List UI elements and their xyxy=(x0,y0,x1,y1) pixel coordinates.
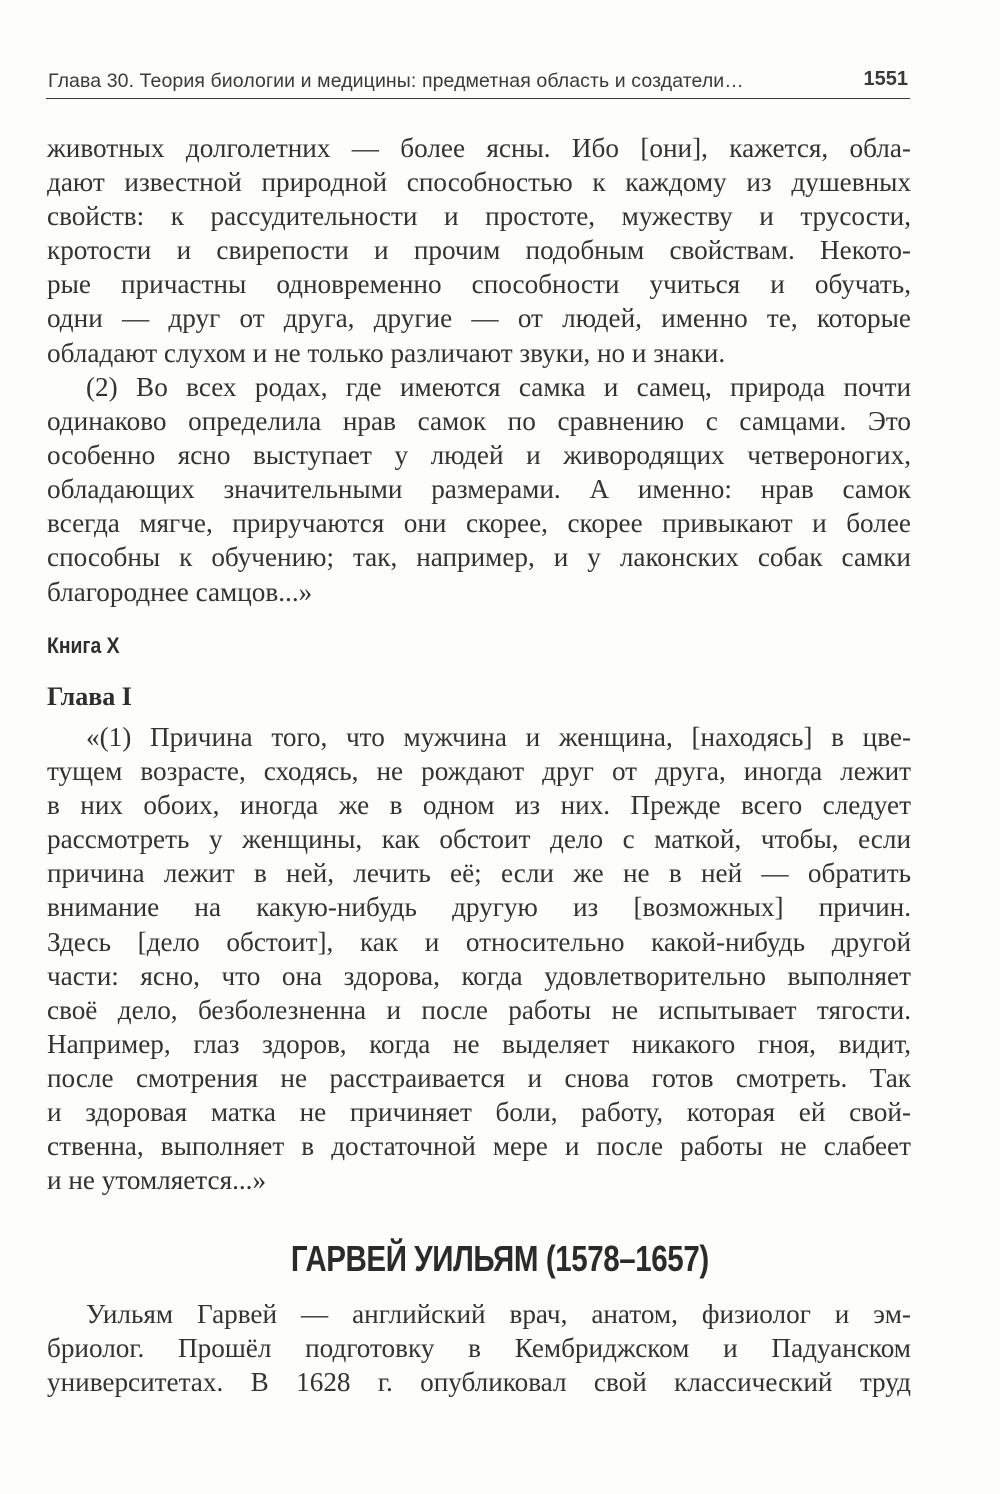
text-line: внимание на какую-нибудь другую из [возможных] причин. xyxy=(47,892,911,923)
text-line: и не утомляется...» xyxy=(47,1165,267,1196)
paragraph-1 xyxy=(47,131,911,370)
text-line: животных долголетних — более ясны. Ибо [они], кажется, обла- xyxy=(47,133,911,163)
text-line: особенно ясно выступает у людей и живородящих четвероногих, xyxy=(47,440,911,471)
text-line: ственна, выполняет в достаточной мере и после работы не слабеет xyxy=(47,1131,911,1162)
text-line: обладают слухом и не только различают звуки, но и знаки. xyxy=(47,337,726,368)
text-line: причина лежит в ней, лечить её; если же не в ней — обратить xyxy=(47,858,911,889)
text-line: способны к обучению; так, например, и у лаконских собак самки xyxy=(47,542,911,573)
text-line: Здесь [дело обстоит], как и относительно какой-нибудь другой xyxy=(47,926,911,957)
text-line: обладающих значительными размерами. А именно: нрав самок xyxy=(47,474,911,505)
text-line: университетах. В 1628 г. опубликовал свой классический труд xyxy=(47,1367,911,1398)
text-line: и здоровая матка не причиняет боли, работу, которая ей свой- xyxy=(47,1097,911,1128)
running-header xyxy=(46,62,910,99)
text-line: рые причастны одновременно способности учиться и обучать, xyxy=(47,269,911,300)
text-line: (2) Во всех родах, где имеются самка и самец, природа почти xyxy=(86,372,911,402)
paragraph-4 xyxy=(47,1297,911,1399)
text-line: благороднее самцов...» xyxy=(47,576,313,607)
text-line: всегда мягче, приручаются они скорее, скорее привыкают и более xyxy=(47,508,911,539)
page-number: 1551 xyxy=(863,68,908,90)
running-title: Глава 30. Теория биологии и медицины: предметная область и создатели… xyxy=(48,70,744,92)
text-line: в них обоих, иногда же в одном из них. Прежде всего следует xyxy=(47,790,911,821)
paragraph-3 xyxy=(47,720,911,1197)
text-line: дают известной природной способностью к каждому из душевных xyxy=(47,167,911,198)
text-line: кротости и свирепости и прочим подобным свойствам. Некото- xyxy=(47,235,911,266)
paragraph-2 xyxy=(47,370,911,609)
text-line: «(1) Причина того, что мужчина и женщина, [находясь] в цве- xyxy=(86,722,911,752)
section-heading xyxy=(0,1238,1000,1280)
text-line: тущем возрасте, сходясь, не рождают друг от друга, иногда лежит xyxy=(47,756,911,787)
text-line: после смотрения не расстраивается и снова готов смотреть. Так xyxy=(47,1062,911,1093)
text-line: части: ясно, что она здорова, когда удовлетворительно выполняет xyxy=(47,960,911,991)
text-line: Например, глаз здоров, когда не выделяет никакого гноя, видит, xyxy=(47,1028,911,1059)
text-line: свойств: к рассудительности и простоте, мужеству и трусости, xyxy=(47,201,911,232)
text-line: своё дело, безболезненна и после работы не испытывает тягости. xyxy=(47,994,911,1025)
text-line: рассмотреть у женщины, как обстоит дело с маткой, чтобы, если xyxy=(47,824,911,855)
text-line: бриолог. Прошёл подготовку в Кембриджском и Падуанском xyxy=(47,1333,911,1364)
section-heading-text: ГАРВЕЙ УИЛЬЯМ (1578–1657) xyxy=(291,1238,709,1279)
chapter-heading: Глава I xyxy=(47,682,132,711)
text-line: Уильям Гарвей — английский врач, анатом, физиолог и эм- xyxy=(86,1299,911,1329)
book-heading: Книга X xyxy=(47,633,120,658)
text-line: одни — друг от друга, другие — от людей, именно те, которые xyxy=(47,303,911,334)
text-line: одинаково определила нрав самок по сравнению с самцами. Это xyxy=(47,406,911,437)
